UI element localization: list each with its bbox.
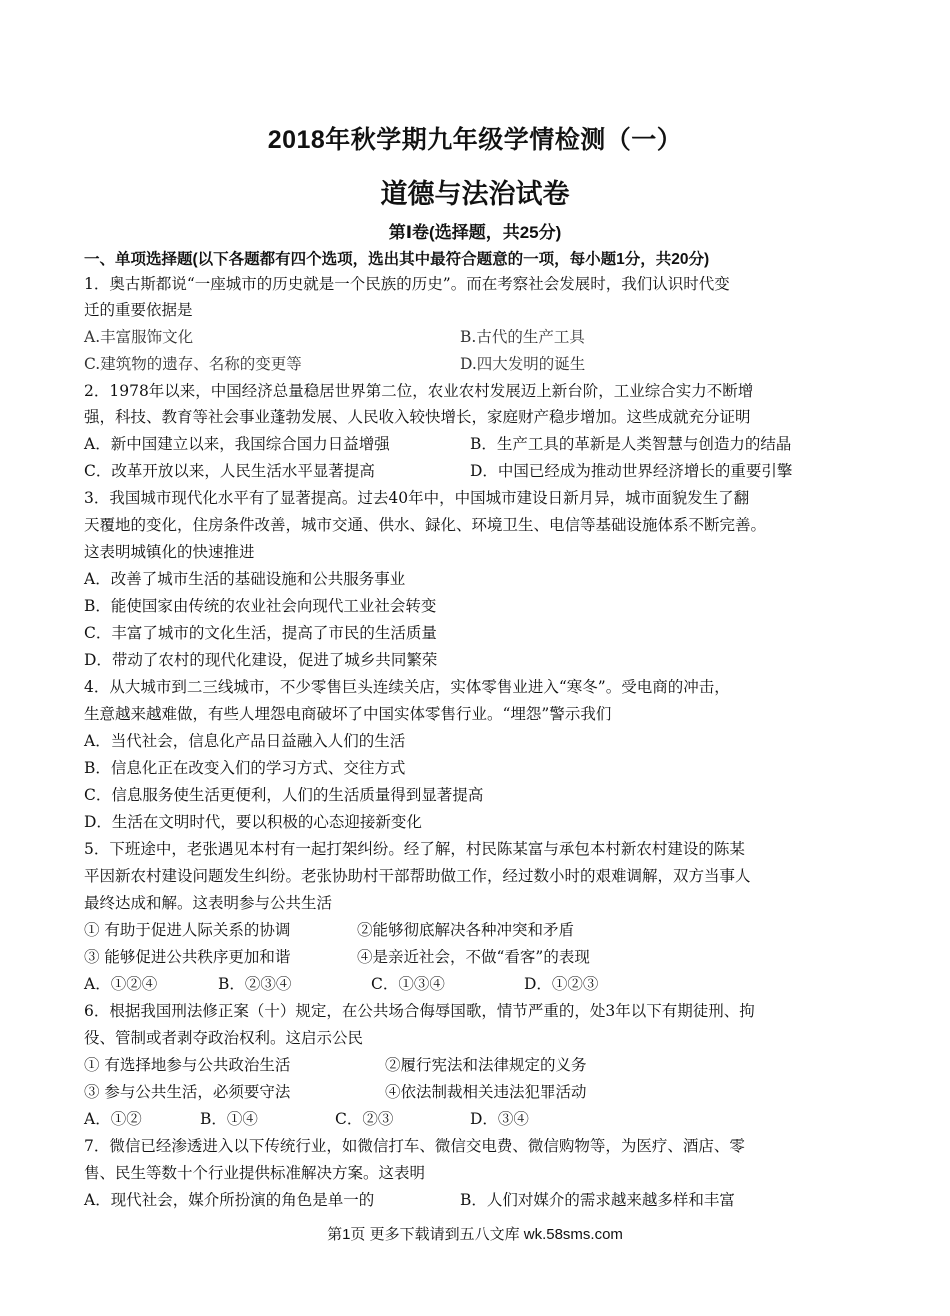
q3-stem-line2: 天覆地的变化，住房条件改善，城市交通、供水、録化、环境卫生、电信等基础设施体系不断完善。 [84, 516, 767, 534]
exam-subject: 道德与法治试卷 [380, 179, 570, 209]
q1-option-c: C.建筑物的遗存、名称的变更等 [84, 355, 302, 373]
q4-option-d: D．生活在文明时代，要以积极的心态迎接新变化 [84, 813, 422, 831]
q6-statement-1: ① 有选择地参与公共政治生活 [84, 1056, 291, 1074]
q2-option-d: D．中国已经成为推动世界经济增长的重要引擎 [470, 462, 793, 480]
q4-option-a: A．当代社会，信息化产品日益融入人们的生活 [84, 732, 406, 750]
q5-statement-2: ②能够彻底解决各种冲突和矛盾 [357, 921, 575, 939]
q5-statement-1: ① 有助于促进人际关系的协调 [84, 921, 291, 939]
q1-option-d: D.四大发明的诞生 [460, 355, 586, 373]
q1-stem-line2: 迁的重要依据是 [84, 301, 193, 319]
exam-part-heading: 第Ⅰ卷(选择题，共25分) [388, 223, 562, 242]
q7-stem-line1: 7．微信已经渗透进入以下传统行业，如微信打车、微信交电费、微信购物等，为医疗、酒店、零 [84, 1137, 745, 1155]
q4-stem-line2: 生意越来越难做，有些人埋怨电商破坏了中国实体零售行业。“埋怨”警示我们 [84, 705, 612, 723]
q3-option-a: A．改善了城市生活的基础设施和公共服务事业 [84, 570, 406, 588]
q7-option-a: A．现代社会，媒介所扮演的角色是单一的 [84, 1191, 375, 1209]
q5-option-d: D．①②③ [524, 975, 599, 993]
q5-stem-line2: 平因新农村建设问题发生纠纷。老张协助村干部帮助做工作，经过数小时的艰难调解，双方当事人 [84, 867, 751, 885]
q2-stem-line2: 强，科技、教育等社会事业蓬勃发展、人民收入较快增长，家庭财产稳步增加。这些成就充分证明 [84, 408, 751, 426]
q1-stem-line1: 1．奥古斯都说“一座城市的历史就是一个民族的历史”。而在考察社会发展时，我们认识时代变 [84, 275, 730, 293]
q2-option-c: C．改革开放以来，人民生活水平显著提高 [84, 462, 375, 480]
q3-option-d: D．带动了农村的现代化建设，促进了城乡共同繁荣 [84, 651, 438, 669]
q6-option-d: D．③④ [470, 1110, 529, 1128]
q5-option-c: C．①③④ [371, 975, 445, 993]
page-footer: 第1页 更多下载请到五八文库 wk.58sms.com [327, 1226, 623, 1243]
q6-statement-2: ②履行宪法和法律规定的义务 [385, 1056, 587, 1074]
q1-option-b: B.古代的生产工具 [460, 328, 585, 346]
q7-option-b: B．人们对媒介的需求越来越多样和丰富 [460, 1191, 735, 1209]
q6-option-b: B．①④ [200, 1110, 258, 1128]
q4-option-b: B．信息化正在改变入们的学习方式、交往方式 [84, 759, 406, 777]
exam-title: 2018年秋学期九年级学情检测（一） [267, 126, 683, 154]
q2-stem-line1: 2．1978年以来，中国经济总量稳居世界第二位，农业农村发展迈上新台阶，工业综合实力不断增 [84, 382, 754, 400]
section-heading: 一、单项选择题(以下各题都有四个选项，选出其中最符合题意的一项，每小题1分，共20分) [84, 251, 710, 268]
q4-stem-line1: 4．从大城市到二三线城市，不少零售巨头连续关店，实体零售业进入“寒冬”。受电商的冲击， [84, 678, 730, 696]
q5-stem-line1: 5．下班途中，老张遇见本村有一起打架纠纷。经了解，村民陈某富与承包本村新农村建设的陈某 [84, 840, 745, 858]
q2-option-a: A．新中国建立以来，我国综合国力日益增强 [84, 435, 390, 453]
q5-option-a: A．①②④ [84, 975, 158, 993]
q1-option-a: A.丰富服饰文化 [84, 328, 194, 346]
q6-option-a: A．①② [84, 1110, 142, 1128]
q6-stem-line1: 6．根据我国刑法修正案（十）规定，在公共场合侮辱国歌，情节严重的，处3年以下有期徒刑、拘 [84, 1002, 755, 1020]
q2-option-b: B．生产工具的革新是人类智慧与创造力的结晶 [470, 435, 792, 453]
q3-option-b: B．能使国家由传统的农业社会向现代工业社会转变 [84, 597, 437, 615]
q3-option-c: C．丰富了城市的文化生活，提高了市民的生活质量 [84, 624, 437, 642]
q5-stem-line3: 最终达成和解。这表明参与公共生活 [84, 894, 333, 912]
q4-option-c: C．信息服务使生活更便利，人们的生活质量得到显著提高 [84, 786, 484, 804]
q3-stem-line1: 3．我国城市现代化水平有了显著提高。过去40年中，中国城市建设日新月异，城市面貌发生了翻 [84, 489, 750, 507]
q5-option-b: B．②③④ [218, 975, 292, 993]
q6-statement-4: ④依法制裁相关违法犯罪活动 [385, 1083, 587, 1101]
q3-stem-line3: 这表明城镇化的快速推进 [84, 543, 255, 561]
q6-stem-line2: 役、管制或者剥夺政治权利。这启示公民 [84, 1029, 364, 1047]
q5-statement-4: ④是亲近社会，不做“看客”的表现 [357, 948, 590, 966]
q6-option-c: C．②③ [335, 1110, 394, 1128]
q7-stem-line2: 售、民生等数十个行业提供标准解决方案。这表明 [84, 1164, 426, 1182]
q6-statement-3: ③ 参与公共生活，必须要守法 [84, 1083, 291, 1101]
q5-statement-3: ③ 能够促进公共秩序更加和谐 [84, 948, 291, 966]
